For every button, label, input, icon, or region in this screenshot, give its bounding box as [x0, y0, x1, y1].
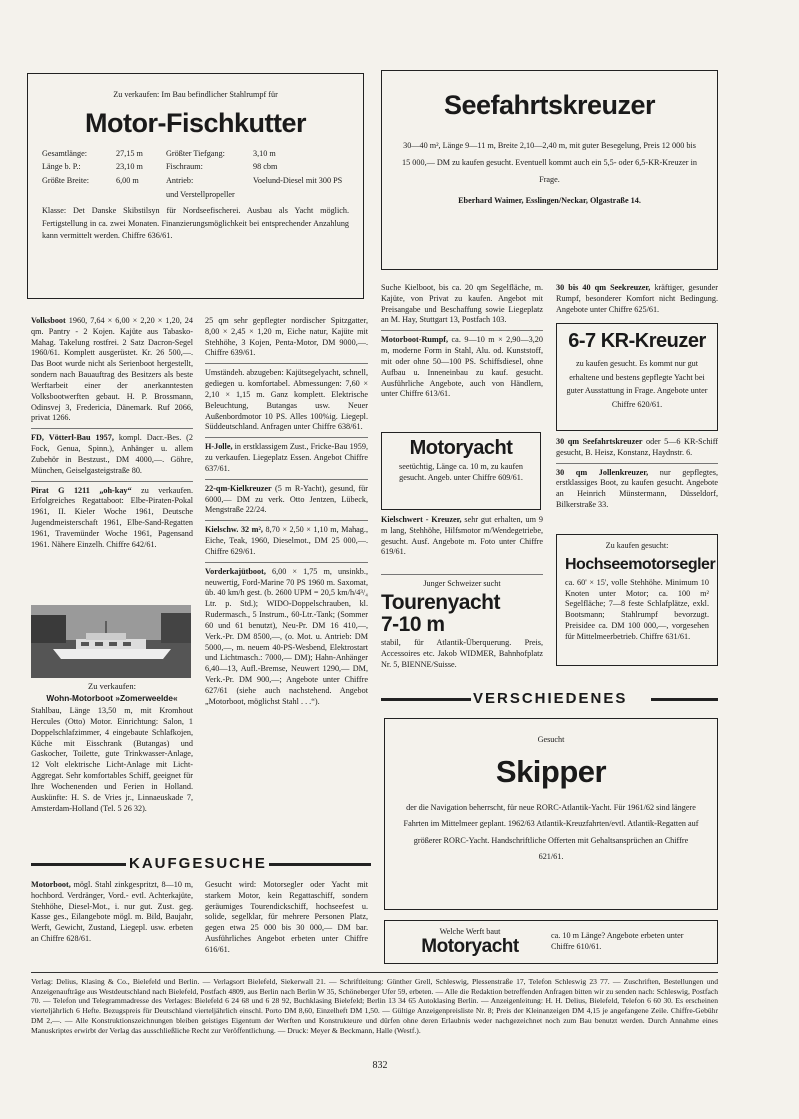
- ad-motor-fischkutter: [27, 73, 364, 299]
- page-number: 832: [372, 1060, 388, 1071]
- ad-seekreuzer: 30 bis 40 qm Seekreuzer, kräftiger, gesunder Rumpf, besonderer Komfort nicht Bedingung. Angebote unter Chiffre 625/61.: [556, 283, 718, 314]
- classified-ad: FD, Vötterl-Bau 1957, kompl. Dacr.-Bes. (2 Fock, Genua, Spinn.), Anhänger u. allem Zubehör in Bestzust., DM 4000,—. Göhre, München, Geiselgasteigstraße 80.: [31, 433, 193, 475]
- ad-motoryacht-seetuechtig: Motoryacht seetüchtig, Länge ca. 10 m, zu kaufen gesucht. Angeb. unter Chiffre 609/61.: [381, 432, 541, 510]
- classified-ad: 22-qm-Kielkreuzer (5 m R-Yacht), gesund, für 6000,— DM zu verk. Otto Jentzen, Lübeck, Mengstraße 22/24.: [205, 483, 368, 515]
- spec-row: Gesamtlänge: 27,15 m Größter Tiefgang: 3,10 m: [42, 148, 276, 158]
- classified-ad: Pirat G 1211 „oh-kay“ zu verkaufen. Erfolgreiches Regattaboot: Elbe-Piraten-Pokal 1961, II. Kieler Woche 1961, Deutsche Jugendmeisterschaft 1961, Elbe-Sand-Regatten 1961, Travemünder Woche 1961, Pagensand 1961. Nähere Einzelh. Chiffre 642/61.: [31, 485, 193, 549]
- spec-row: Länge b. P.: 23,10 m Fischraum: 98 cbm: [42, 162, 278, 172]
- ad-hochseemotorsegler: Zu kaufen gesucht: Hochseemotorsegler ca. 60' × 15', volle Stehhöhe. Minimum 10 Knoten unter Motor; ca. 100 m² Segelfläche; 7—8 feste Schlafplätze, exkl. Bootsmann; Stahlrumpf bevorzugt. Preisidee ca. DM 100 000,—, vorgesehen für Mittelmeerbetrieb. Chiffre 631/61.: [556, 534, 718, 666]
- column-1: [31, 316, 193, 555]
- classified-ad: Gesucht wird: Motorsegler oder Yacht mit starkem Motor, kein Regattaschiff, sondern geräumiges Tourendickschiff, hochseefest u. solide, segelklar, für mehrere Personen Platz, gegen etwa 25 000 bis 30 000,— DM bar. Ausführliches Angebot erbeten unter Chiffre 616/61.: [205, 880, 368, 954]
- ad-title: Seefahrtskreuzer: [443, 90, 656, 120]
- spec-row: Größte Breite: 6,00 m Antrieb: Voelund-Diesel mit 300 PS: [42, 176, 343, 186]
- classified-ad: Umständeh. abzugeben: Kajütsegelyacht, schnell, gediegen u. komfortabel. Abmessungen: 7,60 × 2,10 × 1,15 m. Ganz komplett. Elektrische Beleuchtung, Butangas usw. Neuer Außenbordmotor 10 PS. Alles 100%ig. Liegepl. Süddeutschland. Anfragen unter Chiffre 638/61.: [205, 368, 368, 432]
- classified-ad: Suche Kielboot, bis ca. 20 qm Segelfläche, m. Kajüte, von Privat zu kaufen. Angebot mit Preisangabe und Beschaffung sowie Liegeplatz an M. Hay, Stuttgart 13, Postfach 103.: [381, 283, 543, 325]
- ad-body: 30—40 m², Länge 9—11 m, Breite 2,10—2,40 m, mit guter Besegelung, Preis 12 000 bis 15 000,— DM zu kaufen gesucht. Eventuell kommt auch ein 5,5- oder 6,5-KR-Kreuzer in Frage.: [402, 140, 697, 185]
- classified-ad: Vorderkajütboot, 6,00 × 1,75 m, unsinkb., neuwertig, Ford-Marine 70 PS 1960 m. Saxomat, üb. 40 km/h gest. (b. 2600 UPM = 20,5 km/h/4³/₄ Ltr. p. Std.); WIDO-Doppelschrauben, kl. Rudermasch., 5 Instrum., 60-Ltr.-Tank; (Sommer 60 und 61 benutzt), Neu-Pr. DM 16 410,—, Verk.-Pr. DM 8500,—, (o. Mot. u. Antrieb: DM 5000,—, m. neuem 40-PS-Wesbend, Elektrostart und Lichtmasch.: 7000,— DM); Hahn-Anhänger 6,40—13, Aufl.-Bremse, Neuwert 1290,— DM, Verk.-Pr. DM 900,—; Angebote unter Chiffre 627/61 (siehe auch nachstehend. Angebot „Motorboot, möglichst Stahl . . .“).: [205, 566, 368, 706]
- ad-title: Motor-Fischkutter: [85, 107, 306, 138]
- ad-wohn-motorboot: Zu verkaufen: Wohn-Motorboot »Zomerweelde« Stahlbau, Länge 13,50 m, mit Kromhout Hercules (Otto) Motor. Einrichtung: Salon, 1 Doppelschlafzimmer, 4 eingebaute Schlafkojen, Küche mit Eisschrank (Butangas) und Gaskocher, Toilette, gute Trinkwasser-Anlage, 12 Volt elektrische Licht-Anlage mit Licht-Aggregat. Sehr komfortables Schiff, geeignet für Ihre Wochenenden und Ferien in Holland. Auskünfte: H. S. de Vries jr., Linnaeuskade 7, Amsterdam-Holland (Tel. 5 26 32).: [31, 681, 193, 813]
- ad-contact: Eberhard Waimer, Esslingen/Neckar, Olgastraße 14.: [458, 196, 641, 206]
- ad-kielschwert: Kielschwert - Kreuzer, sehr gut erhalten, um 9 m lang, Stehhöhe, Hilfsmotor m/Wendegetriebe, gesucht. Ausf. Angebote m. Foto unter Chiffre 619/61.: [381, 515, 543, 557]
- ad-seefahrtskreuzer: [381, 70, 718, 270]
- column-4-mid: [556, 437, 718, 515]
- ad-intro: Zu verkaufen: Im Bau befindlicher Stahlrumpf für: [113, 90, 278, 99]
- ad-tourenyacht: Junger Schweizer sucht Tourenyacht 7-10 m stabil, für Atlantik-Überquerung. Preis, Accessoires etc. Jakob WIDMER, Bahnhofplatz Nr. 5, BIENNE/Suisse.: [381, 574, 543, 674]
- column-2: [205, 316, 368, 712]
- kauf-col-2: [205, 880, 368, 960]
- classified-ad: Motorboot-Rumpf, ca. 9—10 m × 2,90—3,20 m, moderne Form in Stahl, Alu. od. Kunststoff, mit oder ohne 50—100 PS. Schiffsdiesel, ohne Aufbau u. Inneneinbau zu kauf. gesucht. Ausführliche Angebote, auch von Händlern, unter Chiffre 613/61.: [381, 335, 543, 399]
- classified-ad: 30 qm Seefahrtskreuzer oder 5—6 KR-Schiff gesucht, B. Heisz, Konstanz, Haydnstr. 6.: [556, 437, 719, 457]
- footer-rule: [31, 972, 718, 973]
- section-kaufgesuche: KAUFGESUCHE: [31, 855, 371, 875]
- classified-ad: Motorboot, mögl. Stahl zinkgespritzt, 8—10 m, hochbord. Verdränger, Vord.- evtl. Achterkajüte, Stehhöhe, Diesel-Mot., i. nur gut. Zust. geg. Kasse ges., Eilangebote mögl. m. Bild, Baujahr, Werft, Gewicht, Zustand, Liegepl. usw. erbeten an Chiffre 628/61.: [31, 880, 193, 944]
- classified-ad: Volksboot 1960, 7,64 × 6,00 × 2,20 × 1,20, 24 qm. Pantry - 2 Kojen. Kajüte aus Tabasko-Mahag. Takelung rostfrei. 2 Satz Dacron-Segel 1960/61. Komplett ausgerüstet. Kr. 26 500,—. Das Boot wurde nicht als Serienboot hergestellt, sondern nach Bauauftrag des Besitzers als beste Werftarbeit einer der anerkanntesten Volksbootwerften gebaut. H. P. Brossmann, Odinsvej 3, Fredericia, Dänemark. Ruf 2066, privat 1266.: [31, 316, 193, 423]
- motorboat-icon: [31, 605, 191, 678]
- section-verschiedenes: VERSCHIEDENES: [381, 690, 718, 710]
- ad-body: Klasse: Det Danske Skibstilsyn für Nordseefischerei. Ausbau als Yacht möglich. Fertigstellung in ca. zwei Monaten. Finanzierungsmöglichkeit bei entsprechender Anzahlung kann vermittelt werden. Chiffre 636/61.: [42, 205, 349, 241]
- classified-ad: Kielschw. 32 m², 8,70 × 2,50 × 1,10 m, Mahag., Eiche, Teak, 1960, Dieselmot., DM 25 000,—. Chiffre 629/61.: [205, 525, 368, 556]
- kauf-col-1: [31, 880, 193, 949]
- column-3: [381, 283, 543, 404]
- ad-werft-motoryacht: Welche Werft baut Motoryacht ca. 10 m Länge? Angebote erbeten unter Chiffre 610/61.: [384, 920, 718, 964]
- classified-ad: H-Jolle, in erstklassigem Zust., Fricke-Bau 1959, zu verkaufen. Liegeplatz Essen. Angebot Chiffre 637/61.: [205, 442, 368, 473]
- classified-ad: 30 qm Jollenkreuzer, nur gepflegtes, erstklassiges Boot, zu kaufen gesucht. Angebote an Heinrich Münstermann, Düsseldorf, Bilkerstraße 33.: [556, 467, 718, 510]
- imprint: Verlag: Delius, Klasing & Co., Bielefeld und Berlin. — Verlagsort Bielefeld, Siekerwall 21. — Schriftleitung: Günther Grell, Schleswig, Plessenstraße 17, Telefon Schleswig 23 77. — Zuschriften, Bestellungen und Anzeigenaufträge aus Westdeutschland nach Bielefeld, Postfach 4809, aus Berlin nach Berlin W 35, Schöneberger Ufer 59, erbeten. — Alle die Redaktion betreffenden Anfragen bitten wir zu senden nach: Schleswig, Postfach 70. — Telefon und Telegrammadresse des Verlages: Bielefeld 6 24 68 und 6 28 92, Buchklasing Bielefeld; Berlin 13 34 65 Autoklasing Berlin. — Anzeigenleitung: H. H. Delius, Bielefeld, Telefon 6 60 30. Es erscheinen vierteljährlich 6 Hefte. Bezugspreis für Deutschland vierteljährlich einschl. Porto DM 8,60, Einzelheft DM 1,50. — Gültige Anzeigenpreisliste Nr. 8; Preis der Kleinanzeigen DM 4,15 je angefangene Zeile. Chiffre-Gebühr DM 2,—. — Alle Konstruktionszeichnungen bleiben geistiges Eigentum der Werften und Konstrukteure und dürfen ohne deren Erlaubnis weder nachgezeichnet noch zum Bau benutzt werden. Durch Annahme eines Manuskriptes erwirbt der Verlag das ausschließliche Recht zur Veröffentlichung. — Druck: Meyer & Beckmann, Halle (Westf.).: [31, 977, 718, 1035]
- ad-skipper: Gesucht Skipper der die Navigation beherrscht, für neue RORC-Atlantik-Yacht. Für 1961/62 sind längere Fahrten im Mittelmeer geplant. 1962/63 Atlantik-Kreuzfahrten/evtl. Atlantik-Regatten auf größerer RORC-Yacht. Handschriftliche Offerten mit Gehaltsansprüchen an Chiffre 621/61.: [384, 718, 718, 910]
- classified-ad: 25 qm sehr gepflegter nordischer Spitzgatter, 8,00 × 2,45 × 1,20 m, Eiche natur, Kajüte mit Stehhöhe, 3 Kojen, Penta-Motor, DM 9000,—. Chiffre 639/61.: [205, 316, 368, 358]
- ad-kr-kreuzer: 6-7 KR-Kreuzer zu kaufen gesucht. Es kommt nur gut erhaltene und bestens gepflegte Yacht bei guter Ausstattung in Frage. Angebote unter Chiffre 620/61.: [556, 323, 718, 431]
- spec-table: Gesamtlänge: 27,15 m Größter Tiefgang: 3,10 m Länge b. P.: 23,10 m Fischraum: 98 cbm Größte Breite: 6,00 m Antrieb: Voelund-Diesel mit 300 PS und Verstellpropeller: [42, 149, 349, 201]
- boat-photo: [31, 605, 191, 678]
